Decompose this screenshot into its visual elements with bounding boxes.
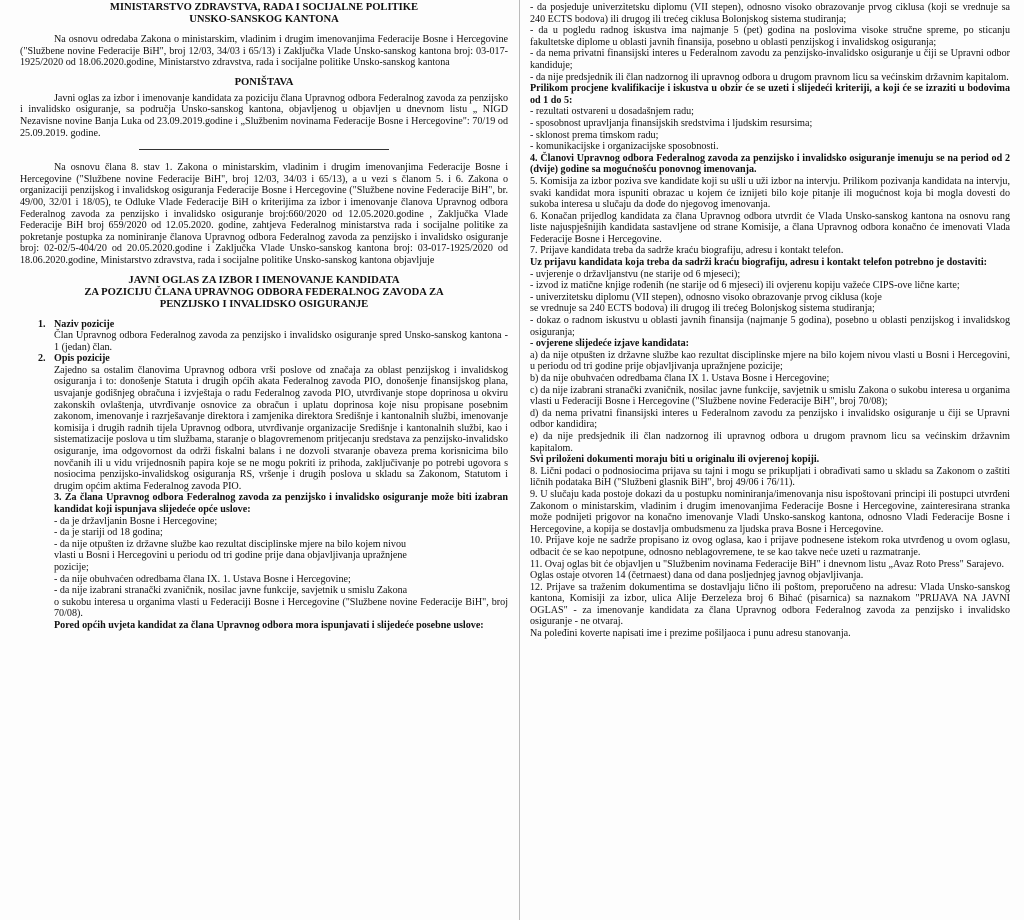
intro-paragraph: Na osnovu odredaba Zakona o ministarskim, vladinim i drugim imenovanjima Federacije Bosne i Hercegovine ("Službene novine Federacije BiH", broj 12/03, 34/03 i 65/13) i Zaključka Vlade Unsko-sanskog kantona broj: 03-017-1925/2020 od 18.06.2020.godine, Ministarstvo zdravstva, rada i socijalne politike Unsko-sanskog kantona [20, 34, 508, 69]
ministry-title: MINISTARSTVO ZDRAVSTVA, RADA I SOCIJALNE POLITIKE [109, 2, 419, 13]
left-column [20, 2, 508, 632]
section-2-heading: 2. Opis pozicije [38, 353, 110, 365]
list-item: d) da nema privatni finansijski interes u Federalnom zavodu za penzijsko i invalidsko osiguranje u čiji se Upravni odbor kandidira; [530, 407, 1010, 431]
basis-paragraph: Na osnovu člana 8. stav 1. Zakona o ministarskim, vladinim i drugim imenovanjima Federacije Bosne i Hercegovine ("Službene novine Federacije BiH", broj 12/03, 34/03 i 65/13), a u vezi s članom 5. i 6. Zakona o organizaciji penzijskog i invalidskog osiguranja Federacije Bosne i Hercegovine ("Službene novine Federacije BiH", br. 49/00, 32/01 i 18/05), te Odluke Vlade Federacije BiH o kriterijima za izbor i imenovanje članova Upravnog odbora Federalnog zavoda za penzijsko i invalidsko osiguranje broj:660/2020 od 12.05.2020.godine , Zaključka Vlade Federacije BiH broj 659/2020 od 12.05.2020. godine, zahtjeva Federalnog ministarstva rada i socijalne politike za pokretanje postupka za nominiranje članova Upravnog odbora Federalnog zavoda za penzijsko i invalidsko osiguranje broj: 02-02/5-404/20 od 20.05.2020.godine i Zaključka Vlade Unsko-sanskog kantona broj: 03-017-1925/2020 od 18.06.2020.godine, Ministarstvo zdravstva, rada i socijalne politike Unsko-sanskog kantona objavljuje [20, 162, 508, 266]
list-item: - da nije otpušten iz državne službe kao rezultat disciplinske mjere na bilo kojem nivou [54, 538, 407, 550]
list-item: - uvjerenje o državljanstvu (ne starije od 6 mjeseci); [530, 268, 741, 280]
canton-title: UNSKO-SANSKOG KANTONA [189, 14, 339, 25]
list-item: vlasti u Bosni i Hercegovini u periodu od tri godine prije dana objavljivanja upražnjene [54, 550, 407, 562]
section-8-paragraph: 8. Lični podaci o podnosiocima prijava su tajni i mogu se prikupljati i obrađivati samo u skladu sa Zakonom o zaštiti ličnih podataka BiH ("Službeni glasnik BiH", broj 49/06 i 76/11). [530, 465, 1010, 489]
section-5-paragraph: 5. Komisija za izbor poziva sve kandidate koji su ušli u uži izbor na intervju. Prilikom pozivanja kandidata na intervju, svaki kandidat mora ispuniti obrazac u kojem će iznijeti bilo koje pitanje ili mogućnost koja bi mogla dovesti do sukoba interesa u slučaju da dođe do njegovog imenovanja. [530, 175, 1010, 211]
right-column [530, 2, 1010, 640]
original-documents-note: Svi priloženi dokumenti moraju biti u originalu ili ovjerenoj kopiji. [530, 454, 820, 466]
ponistava-heading: PONIŠTAVA [234, 76, 294, 88]
section-12-paragraph: 12. Prijave sa traženim dokumentima se dostavljaju lično ili poštom, preporučeno na adresu: Vlada Unsko-sanskog kantona, Komisiji za izbor, ulica Alije Đerzeleza broj 6 Bihać (pisarnica) sa naznakom "PRIJAVA NA JAVNI OGLAS" - za imenovanje kandidata za člana Upravnog odbora Federalnog zavoda za penzijsko i invalidsko osiguranje - ne otvaraj. [530, 581, 1010, 628]
list-item: e) da nije predsjednik ili član nadzornog ili upravnog odbora u drugom pravnom licu sa većinskim državnim kapitalom. [530, 430, 1010, 454]
section-1-heading: 1. Naziv pozicije [38, 318, 115, 330]
list-item: - da je državljanin Bosne i Hercegovine; [54, 515, 218, 527]
statements-heading: - ovjerene slijedeće izjave kandidata: [530, 338, 690, 350]
section-10-paragraph: 10. Prijave koje ne sadrže propisano iz ovog oglasa, kao i prijave podnesene istekom roka utvrđenog u ovom oglasu, odbacit će se kao nepotpune, odnosno neblagovremene, te se kao takve neće uzeti u razmatranje. [530, 535, 1010, 558]
list-item: c) da nije izabrani stranački zvaničnik, nosilac javne funkcije, savjetnik u smislu Zakona o sukobu interesa u organima vlasti u Federaciji Bosne i Hercegovine ("Službene novine Federacije BiH", broj 70/08); [530, 384, 1010, 408]
list-item: - sposobnost upravljanja finansijskih sredstvima i ljudskim resursima; [530, 117, 813, 129]
list-item: - da nema privatni finansijski interes u Federalnom zavodu za penzijsko-invalidsko osiguranje u čiji se Upravni odbor kandiduje; [530, 48, 1010, 71]
section-3-heading: 3. Za člana Upravnog odbora Federalnog zavoda za penzijsko i invalidsko osiguranje može biti izabran kandidat koji ispunjava slijedeće opće uslove: [54, 492, 508, 515]
list-item: - da u pogledu radnog iskustva ima najmanje 5 (pet) godina na poslovima visoke stručne spreme, po sticanju fakultetske diplome u oblasti javnih finansija, posebno u oblasti penzijskog i invalidskog osiguranja; [530, 25, 1010, 48]
list-item: b) da nije obuhvaćen odredbama člana IX 1. Ustava Bosne i Hercegovine; [530, 373, 830, 384]
list-item: - univerzitetsku diplomu (VII stepen), odnosno visoko obrazovanje prvog ciklusa (koje [530, 291, 882, 303]
list-item: o sukobu interesa u organima vlasti u Federaciji Bosne i Hercegovine ("Službene novine Federacije BiH", broj 70/08). [54, 596, 508, 620]
section-11-paragraph: 11. Ovaj oglas bit će objavljen u "Službenim novinama Federacije BiH" i dnevnom listu „Avaz Roto Press" Sarajevo. [530, 558, 1005, 570]
special-conditions-heading: Pored općih uvjeta kandidat za člana Upravnog odbora mora ispunjavati i slijedeće posebne uslove: [54, 619, 484, 631]
section-1-text: Član Upravnog odbora Federalnog zavoda za penzijsko i invalidsko osiguranje spred Unsko-sanskog kantona - 1 (jedan) član. [54, 330, 508, 353]
documents-heading: Uz prijavu kandidata koja treba da sadrži kraću biografiju, adresu i kontakt telefon potrebno je dostaviti: [530, 257, 988, 269]
section-4-paragraph: 4. Članovi Upravnog odbora Federalnog zavoda za penzijsko i invalidsko osiguranje imenuju se na period od 2 (dvije) godine sa mogućnošću ponovnog imenovanja. [530, 152, 1010, 176]
section-6-paragraph: 6. Konačan prijedlog kandidata za člana Upravnog odbora utvrdit će Vlada Unsko-sanskog kantona na osnovu rang liste najuspješnijih kandidata sastavljene od strane Komisije, a člana Upravnog odbora konačno će imenovati Vlada Federacije Bosne i Hercegovine. [530, 210, 1010, 245]
list-item: - izvod iz matične knjige rođenih (ne starije od 6 mjeseci) ili ovjerenu kopiju važeće CIPS-ove lične karte; [530, 280, 960, 292]
open-period-note: Oglas ostaje otvoren 14 (četrnaest) dana od dana posljednjeg javnog objavljivanja. [530, 570, 864, 582]
list-item: - rezultati ostvareni u dosadašnjem radu; [530, 106, 694, 118]
list-item: - da nije izabrani stranački zvaničnik, nosilac javne funkcije, savjetnik u smislu Zakona [54, 585, 408, 597]
list-item: - da nije obuhvaćen odredbama člana IX. 1. Ustava Bosne i Hercegovine; [54, 573, 351, 585]
section-9-paragraph: 9. U slučaju kada postoje dokazi da u postupku nominiranja/imenovanja nisu ispoštovani principi ili postupci utvrđeni Zakonom o ministarskim, vladinim i drugim imenovanjima Federacije Bosne i Hercegovine, zainteresirana stranka može podnijeti prigovor na konačno imenovanje Vladi Unsko-sanskog kantona, odnosno Vladi Federacije Bosne i Hercegovine, a kopija se dostavlja ombudsmenu za ljudska prava Bosne i Hercegovine. [530, 488, 1010, 535]
list-item: - da posjeduje univerzitetsku diplomu (VII stepen), odnosno visoko obrazovanje prvog ciklusa (koji se vrednuje sa 240 ECTS bodova) ili drugog ili trećeg ciklusa Bolonjskog sistema studiranja; [530, 2, 1010, 25]
envelope-note: Na poleđini koverte napisati ime i prezime pošiljaoca i punu adresu stanovanja. [530, 628, 851, 640]
general-conditions-list [20, 516, 508, 620]
oglas-title-line1: JAVNI OGLAS ZA IZBOR I IMENOVANJE KANDIDATA [128, 274, 400, 286]
section-7-paragraph: 7. Prijave kandidata treba da sadrže kraću biografiju, adresu i kontakt telefon. [530, 245, 844, 257]
list-item: - komunikacijske i organizacijske sposobnosti. [530, 141, 719, 153]
section-2-text: Zajedno sa ostalim članovima Upravnog odbora vrši poslove od značaja za oblast penzijskog i invalidskog osiguranja i to: donošenje Statuta i drugih općih akata Federalnog zavoda PIO, donošenje finansijskog plana, usvajanje godišnjeg obračuna i izvještaja o radu Federalnog zavoda PIO, utvrđivanje stope doprinosa u okviru zakonskih ovlaštenja, utvrđivanje osnovice za obračun i uplatu doprinosa koje nisu propisane posebnim zakonom, imenovanje i razrješavanje direktora i zamjenika direktora Središnje i kantonalnih službi, imenovanje komisija i drugih radnih tijela Upravnog odbora, utvrđivanje organizacije Središnje i kantonalnih službi, kao i sistematizacije poslova u tim službama, staranje o blagovremenom pritjecanju sredstava za penzijsko-invalidsko osiguranje, ima odgovornost da održi fiskalni balans i ne dozvoli stvaranje obaveza prema korisnicima bilo novčanih ili u vidu vrijednosnih papira koje se ne mogu pokriti iz prihoda, zaključivanje po potrebi ugovora s nosiocima penzijsko-invalidskog osiguranja RS, vršenje i drugih poslova u skladu sa Zakonom, Statutom i drugim općim aktima Federalnog zavoda PIO. [54, 364, 508, 492]
column-divider [519, 0, 520, 920]
list-item: se vrednuje sa 240 ECTS bodova) ili drugog ili trećeg Bolonjskog sistema studiranja; [530, 303, 875, 315]
list-item: - da nije predsjednik ili član nadzornog ili upravnog odbora u drugom pravnom licu sa većinskim državnim kapitalom. [530, 71, 1009, 83]
list-item: - sklonost prema timskom radu; [530, 129, 659, 141]
criteria-heading: Prilikom procjene kvalifikacije i iskustva u obzir će se uzeti i slijedeći kriteriji, a koji će se izraziti u bodovima od 1 do 5: [530, 83, 1010, 106]
list-item: - dokaz o radnom iskustvu u oblasti javnih finansija (najmanje 5 godina), posebno u oblasti penzijskog i invalidskog osiguranja; [530, 315, 1010, 338]
list-item: - da je stariji od 18 godina; [54, 527, 163, 539]
list-item: a) da nije otpušten iz državne službe kao rezultat disciplinske mjere na bilo kojem nivou vlasti u Bosni i Hercegovini, u periodu od tri godine prije objavljivanja upražnjene pozicije; [530, 349, 1010, 373]
section-rule [139, 149, 389, 150]
list-item: pozicije; [54, 561, 89, 573]
oglas-title-line2: ZA POZICIJU ČLANA UPRAVNOG ODBORA FEDERALNOG ZAVODA ZA [84, 286, 444, 298]
ponistava-paragraph: Javni oglas za izbor i imenovanje kandidata za poziciju člana Upravnog odbora Federalnog zavoda za penzijsko i invalidsko osiguranje, sa područja Unsko-sanskog kantona, objavljenog u objavljen u dnevnom listu „ NIGD Nezavisne novine Banja Luka od 23.09.2019.godine i „Službenim novinama Federacije Bosne i Hercegovine": 70/19 od 25.09.2019. godine. [20, 92, 508, 139]
oglas-title-line3: PENZIJSKO I INVALIDSKO OSIGURANJE [159, 298, 369, 310]
